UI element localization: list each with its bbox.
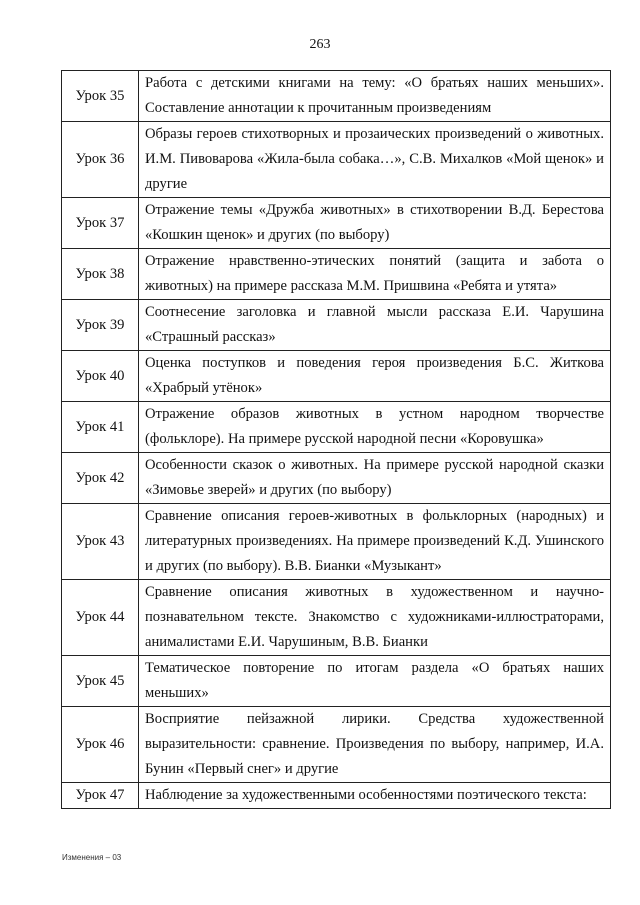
lesson-label: Урок 36: [62, 122, 139, 198]
table-row: [62, 249, 611, 300]
lesson-label: Урок 35: [62, 71, 139, 122]
table-row: [62, 198, 611, 249]
lesson-topic: Отражение темы «Дружба животных» в стихотворении В.Д. Берестова «Кошкин щенок» и других (по выбору): [139, 198, 611, 249]
lesson-topic: Наблюдение за художественными особенностями поэтического текста:: [139, 783, 611, 809]
table-row: [62, 580, 611, 656]
lesson-topic: Оценка поступков и поведения героя произведения Б.С. Житкова «Храбрый утёнок»: [139, 351, 611, 402]
table-row: [62, 402, 611, 453]
lesson-topic: Особенности сказок о животных. На примере русской народной сказки «Зимовье зверей» и других (по выбору): [139, 453, 611, 504]
lesson-topic: Восприятие пейзажной лирики. Средства художественной выразительности: сравнение. Произведения по выбору, например, И.А. Бунин «Первый снег» и другие: [139, 707, 611, 783]
lesson-label: Урок 37: [62, 198, 139, 249]
lesson-label: Урок 39: [62, 300, 139, 351]
table-row: [62, 783, 611, 809]
lesson-label: Урок 46: [62, 707, 139, 783]
lesson-topic: Работа с детскими книгами на тему: «О братьях наших меньших». Составление аннотации к прочитанным произведениям: [139, 71, 611, 122]
lesson-topic: Сравнение описания героев-животных в фольклорных (народных) и литературных произведениях. На примере произведений К.Д. Ушинского и других (по выбору). В.В. Бианки «Музыкант»: [139, 504, 611, 580]
lesson-label: Урок 47: [62, 783, 139, 809]
lesson-topic: Тематическое повторение по итогам раздела «О братьях наших меньших»: [139, 656, 611, 707]
lesson-label: Урок 42: [62, 453, 139, 504]
table-row: [62, 122, 611, 198]
footer-revision-note: Изменения – 03: [62, 853, 122, 862]
table-row: [62, 656, 611, 707]
lesson-label: Урок 45: [62, 656, 139, 707]
table-row: [62, 300, 611, 351]
lesson-label: Урок 44: [62, 580, 139, 656]
lesson-topic: Сравнение описания животных в художественном и научно-познавательном тексте. Знакомство с художниками-иллюстраторами, анималистами Е.И. Чарушиным, В.В. Бианки: [139, 580, 611, 656]
table-row: [62, 71, 611, 122]
lesson-label: Урок 38: [62, 249, 139, 300]
lessons-table: [61, 70, 611, 809]
table-row: [62, 351, 611, 402]
table-row: [62, 504, 611, 580]
lesson-label: Урок 40: [62, 351, 139, 402]
lesson-label: Урок 41: [62, 402, 139, 453]
lesson-topic: Отражение образов животных в устном народном творчестве (фольклоре). На примере русской народной песни «Коровушка»: [139, 402, 611, 453]
lesson-topic: Соотнесение заголовка и главной мысли рассказа Е.И. Чарушина «Страшный рассказ»: [139, 300, 611, 351]
lesson-topic: Отражение нравственно-этических понятий (защита и забота о животных) на примере рассказа М.М. Пришвина «Ребята и утята»: [139, 249, 611, 300]
page-number: 263: [309, 37, 331, 52]
table-row: [62, 707, 611, 783]
table-row: [62, 453, 611, 504]
lesson-label: Урок 43: [62, 504, 139, 580]
lesson-topic: Образы героев стихотворных и прозаических произведений о животных. И.М. Пивоварова «Жила-была собака…», С.В. Михалков «Мой щенок» и другие: [139, 122, 611, 198]
